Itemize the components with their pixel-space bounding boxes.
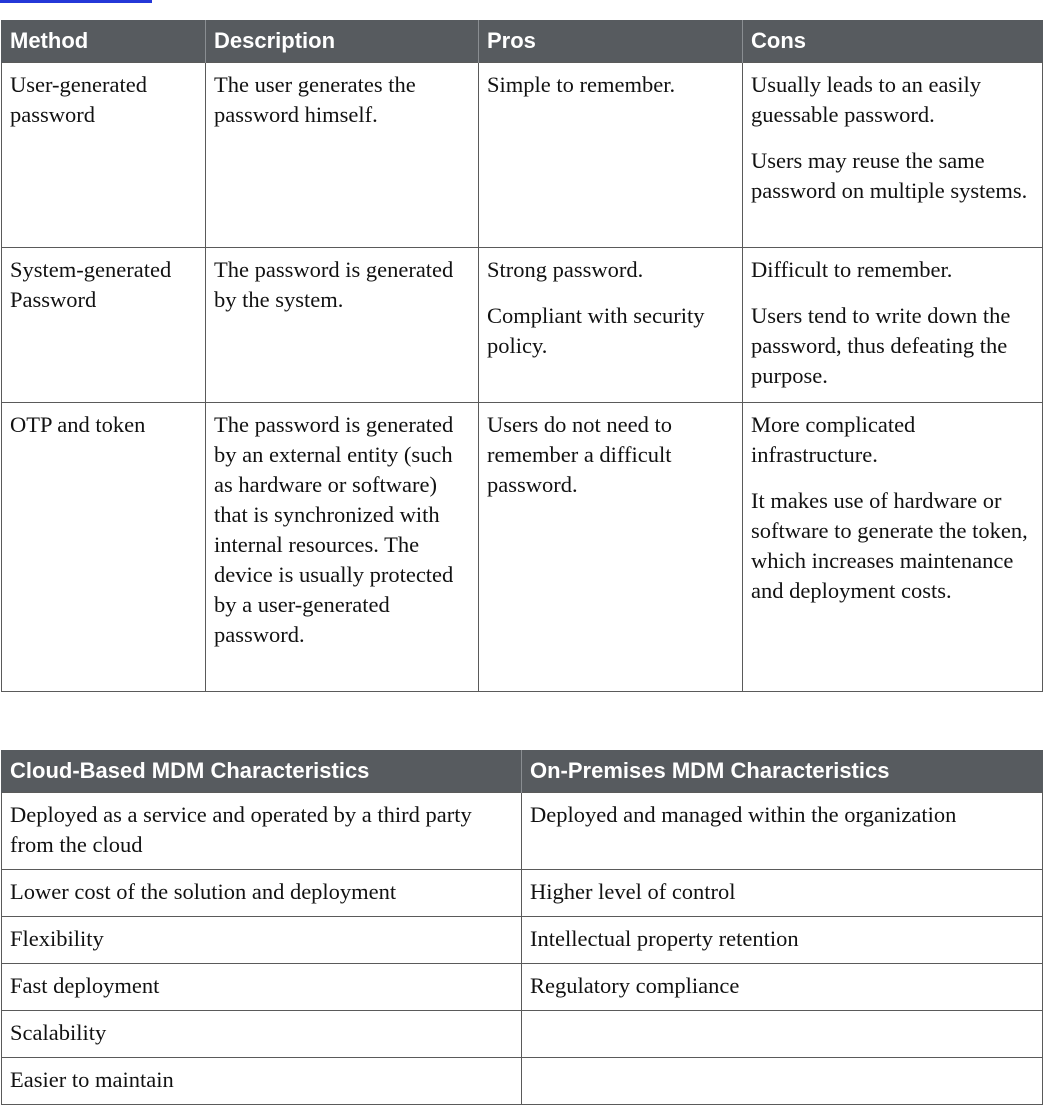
table-row	[2, 1057, 1043, 1104]
method-cell	[2, 247, 206, 402]
on-premises-cell	[522, 1057, 1043, 1104]
cell-text: Difficult to remember.	[751, 256, 953, 282]
table-row	[2, 916, 1043, 963]
password-methods-table	[1, 20, 1043, 692]
cell-text: Strong password.	[487, 256, 644, 282]
table-header-row	[2, 20, 1043, 62]
method-cell	[2, 402, 206, 691]
cell-text: Users may reuse the same password on multiple systems.	[751, 147, 1028, 203]
cell-text: The password is generated by the system.	[214, 256, 454, 312]
mdm-characteristics-table	[1, 750, 1043, 1105]
cons-cell	[743, 402, 1043, 691]
cell-text: It makes use of hardware or software to generate the token, which increases maintenance and deployment costs.	[751, 487, 1028, 603]
header-cloud-based: Cloud-Based MDM Characteristics	[2, 750, 522, 792]
table-row	[2, 402, 1043, 691]
cons-cell	[743, 247, 1043, 402]
header-description: Description	[206, 20, 479, 62]
cell-text: Users tend to write down the password, thus defeating the purpose.	[751, 302, 1011, 388]
table-row	[2, 1010, 1043, 1057]
cloud-cell: Deployed as a service and operated by a third party from the cloud	[2, 792, 522, 869]
cell-text: Compliant with security policy.	[487, 302, 705, 358]
on-premises-cell: Regulatory compliance	[522, 963, 1043, 1010]
header-method: Method	[2, 20, 206, 62]
method-cell	[2, 62, 206, 247]
cell-text: System-generated Password	[10, 256, 172, 312]
cloud-cell: Flexibility	[2, 916, 522, 963]
table-row	[2, 62, 1043, 247]
pros-cell	[479, 62, 743, 247]
cell-text: Simple to remember.	[487, 71, 676, 97]
cloud-cell: Easier to maintain	[2, 1057, 522, 1104]
cons-cell	[743, 62, 1043, 247]
pros-cell	[479, 247, 743, 402]
on-premises-cell: Deployed and managed within the organization	[522, 792, 1043, 869]
cloud-cell: Fast deployment	[2, 963, 522, 1010]
table-row	[2, 963, 1043, 1010]
header-pros: Pros	[479, 20, 743, 62]
on-premises-cell: Intellectual property retention	[522, 916, 1043, 963]
cell-text: The user generates the password himself.	[214, 71, 416, 127]
description-cell	[206, 62, 479, 247]
cell-text: OTP and token	[10, 411, 146, 437]
table-header-row	[2, 750, 1043, 792]
on-premises-cell: Higher level of control	[522, 869, 1043, 916]
pros-cell	[479, 402, 743, 691]
description-cell	[206, 247, 479, 402]
cell-text: More complicated infrastructure.	[751, 411, 916, 467]
table-row	[2, 247, 1043, 402]
cloud-cell: Lower cost of the solution and deployment	[2, 869, 522, 916]
header-cons: Cons	[743, 20, 1043, 62]
description-cell	[206, 402, 479, 691]
cell-text: User-generated password	[10, 71, 147, 127]
cell-text: Users do not need to remember a difficult password.	[487, 411, 672, 497]
table-row	[2, 869, 1043, 916]
cell-text: Usually leads to an easily guessable password.	[751, 71, 981, 127]
on-premises-cell	[522, 1010, 1043, 1057]
header-on-premises: On-Premises MDM Characteristics	[522, 750, 1043, 792]
cloud-cell: Scalability	[2, 1010, 522, 1057]
cell-text: The password is generated by an external entity (such as hardware or software) that is synchronized with internal resources. The device is usually protected by a user-generated password.	[214, 411, 454, 647]
top-link-underline[interactable]	[0, 0, 152, 3]
table-row	[2, 792, 1043, 869]
